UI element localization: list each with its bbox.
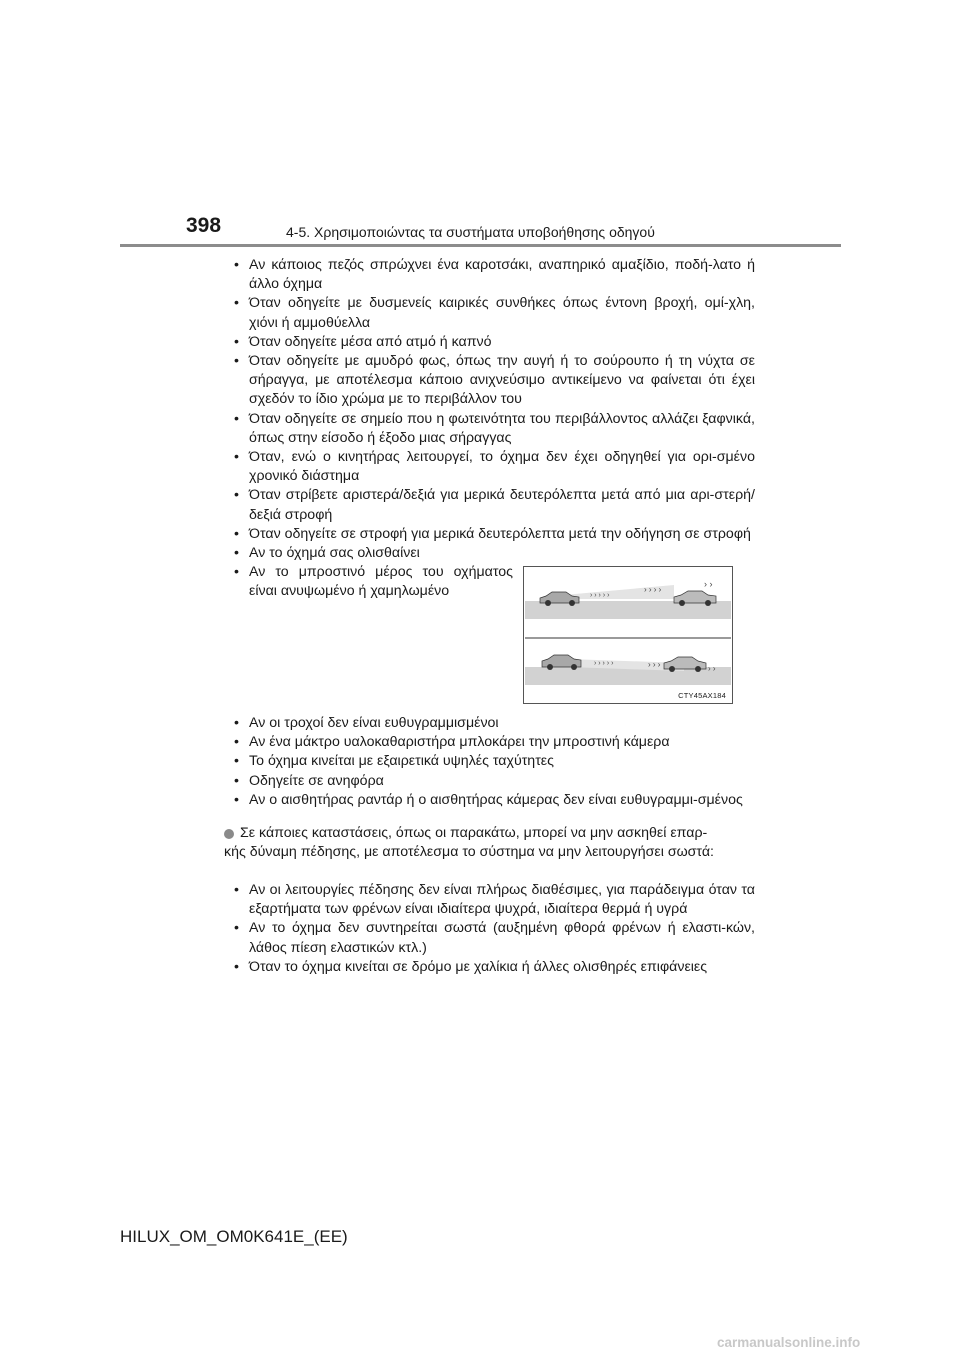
list-item: • Αν οι λειτουργίες πέδησης δεν είναι πλήρως διαθέσιμες, για παράδειγμα όταν τα εξαρτήματα των φρένων είναι ιδιαίτερα ψυχρά, ιδιαίτερα θερμά ή υγρά [233,881,755,919]
road-surface-top [525,601,731,619]
watermark: carmanualsonline.info [717,1335,861,1350]
svg-text:› › › ›: › › › › [644,585,662,594]
condition-list-3 [233,714,755,810]
list-item: • Αν κάποιος πεζός σπρώχνει ένα καροτσάκι, αναπηρικό αμαξίδιο, ποδή-λατο ή άλλο όχημα [233,256,755,294]
svg-text:› ›: › › [708,664,716,673]
list-item: • Αν το μπροστινό μέρος του οχήματος είναι ανυψωμένο ή χαμηλωμένο [233,563,513,601]
section-title: 4-5. Χρησιμοποιώντας τα συστήματα υποβοήθησης οδηγού [286,224,655,240]
paragraph-line-2: κής δύναμη πέδησης, με αποτέλεσμα το σύστημα να μην λειτουργήσει σωστά: [224,844,714,861]
condition-list-2 [233,563,513,601]
list-item: • Αν ο αισθητήρας ραντάρ ή ο αισθητήρας κάμερας δεν είναι ευθυγραμμι-σμένος [233,791,755,810]
divider-line [525,637,731,639]
header-divider [120,244,841,247]
list-item: • Όταν το όχημα κινείται σε δρόμο με χαλίκια ή άλλες ολισθηρές επιφάνειες [233,958,755,977]
svg-text:› ›: › › [704,579,713,589]
list-item: • Όταν οδηγείτε με αμυδρό φως, όπως την αυγή ή το σούρουπο ή τη νύχτα σε σήραγγα, με αποτέλεσμα κάποιο ανιχνεύσιμο αντικείμενο να φαίνεται ότι έχει σχεδόν το ίδιο χρώμα με το περιβάλλον του [233,352,755,410]
figure-code: CTY45AX184 [678,691,726,700]
svg-text:› › › › ›: › › › › › [590,592,610,599]
circle-bullet-icon [224,829,234,839]
list-item: • Αν ένα μάκτρο υαλοκαθαριστήρα μπλοκάρει την μπροστινή κάμερα [233,733,755,752]
list-item: • Όταν οδηγείτε μέσα από ατμό ή καπνό [233,333,755,352]
list-item: • Όταν οδηγείτε σε σημείο που η φωτεινότητα του περιβάλλοντος αλλάζει ξαφνικά, όπως στην είσοδο ή έξοδο μιας σήραγγας [233,410,755,448]
document-code: HILUX_OM_OM0K641E_(EE) [120,1227,348,1246]
list-item: • Αν το όχημα δεν συντηρείται σωστά (αυξημένη φθορά φρένων ή ελαστι-κών, λάθος πίεση ελαστικών κτλ.) [233,919,755,957]
list-item: • Όταν οδηγείτε σε στροφή για μερικά δευτερόλεπτα μετά την οδήγηση σε στροφή [233,525,755,544]
list-item: • Όταν, ενώ ο κινητήρας λειτουργεί, το όχημα δεν έχει οδηγηθεί για ορι-σμένο χρονικό διάστημα [233,448,755,486]
list-item: • Οδηγείτε σε ανηφόρα [233,772,755,791]
list-item: • Το όχημα κινείται με εξαιρετικά υψηλές ταχύτητες [233,752,755,771]
illustration-graphic [524,567,732,703]
list-item: • Αν το όχημά σας ολισθαίνει [233,544,755,563]
svg-text:› › › › ›: › › › › › [594,660,614,667]
braking-note-paragraph [224,824,755,862]
list-item: • Όταν στρίβετε αριστερά/δεξιά για μερικά δευτερόλεπτα μετά από μια αρι-στερή/δεξιά στροφή [233,486,755,524]
page-number: 398 [186,214,222,237]
paragraph-line-1: Σε κάποιες καταστάσεις, όπως οι παρακάτω, μπορεί να μην ασκηθεί επαρ- [240,825,708,841]
condition-list-1 [233,256,755,563]
condition-list-4 [233,881,755,977]
list-item: • Όταν οδηγείτε με δυσμενείς καιρικές συνθήκες όπως έντονη βροχή, ομί-χλη, χιόνι ή αμμοθύελλα [233,294,755,332]
svg-text:› › ›: › › › [648,660,661,669]
vehicle-pitch-illustration [523,566,733,704]
list-item: • Αν οι τροχοί δεν είναι ευθυγραμμισμένοι [233,714,755,733]
